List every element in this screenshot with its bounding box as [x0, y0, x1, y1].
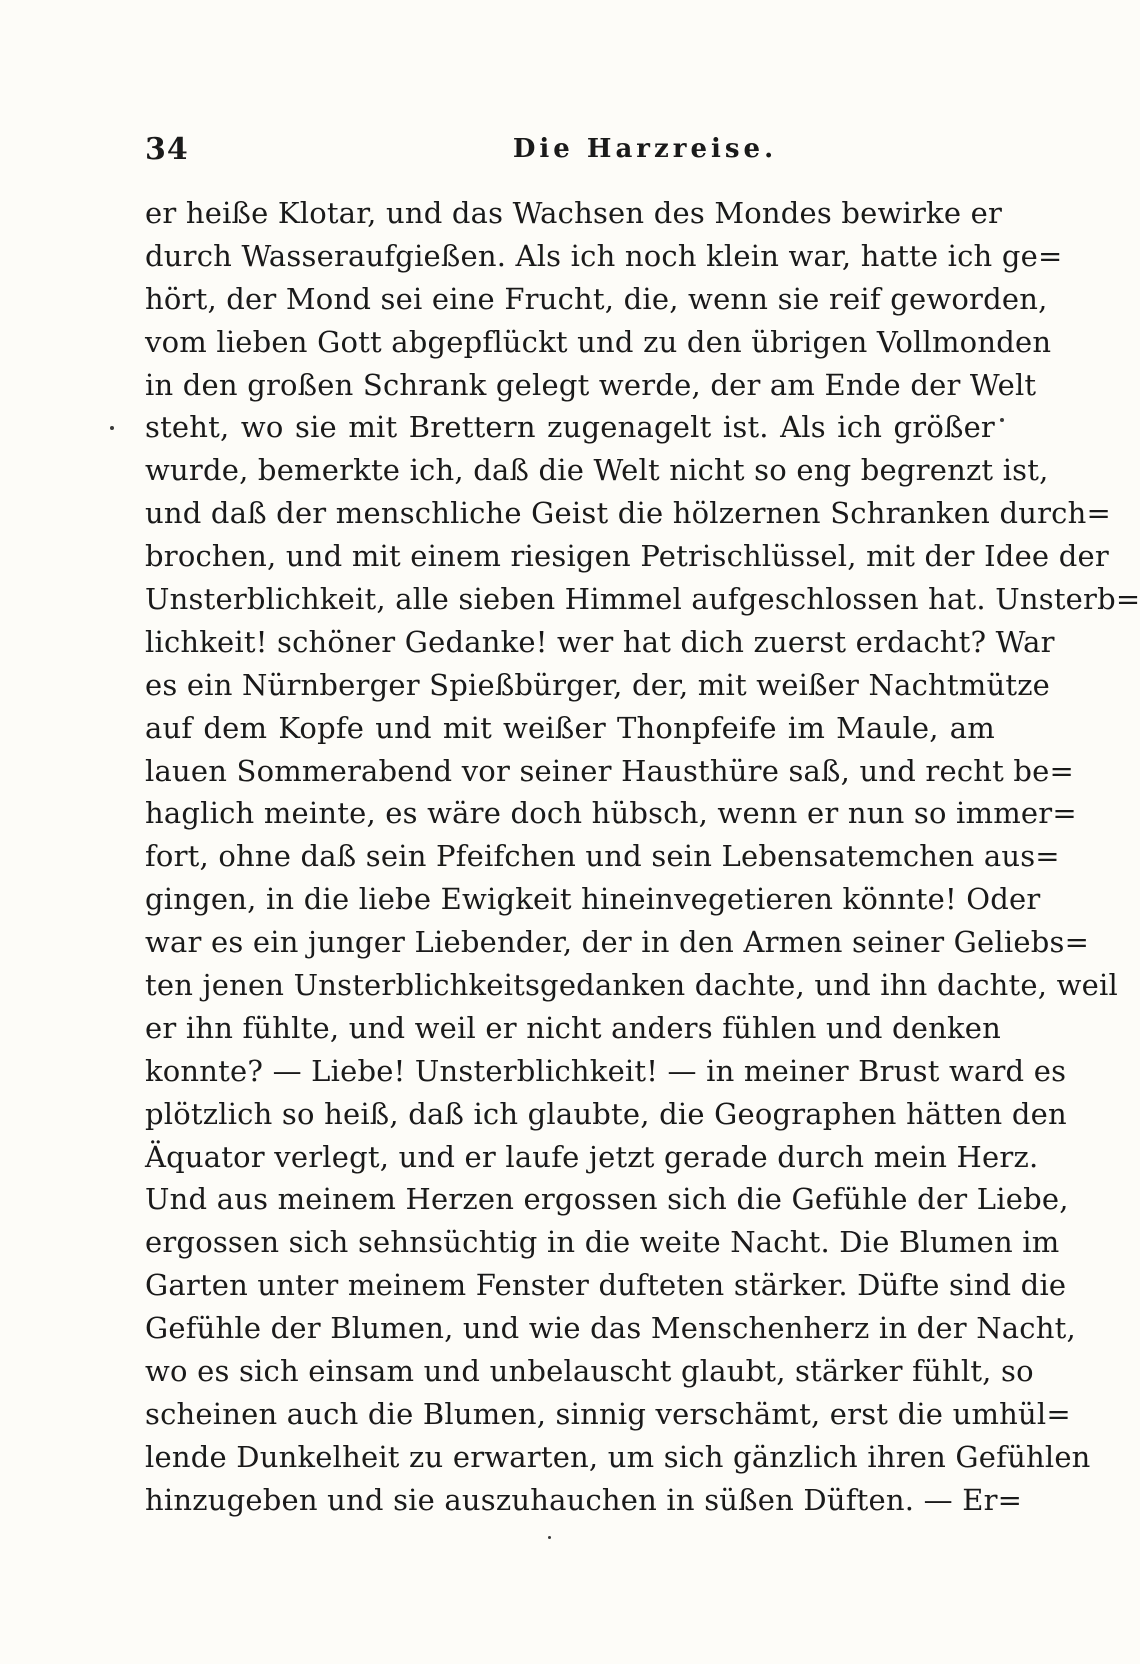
text-line: Äquator verlegt, und er laufe jetzt gerade durch mein Herz. [145, 1139, 1039, 1174]
text-line: lauen Sommerabend vor seiner Hausthüre saß, und recht be= [145, 753, 1075, 788]
text-line: wurde, bemerkte ich, daß die Welt nicht so eng begrenzt ist, [145, 453, 1049, 488]
page-header [145, 132, 995, 182]
text-line: konnte? — Liebe! Unsterblichkeit! — in meiner Brust ward es [145, 1053, 1067, 1088]
text-line: wo es sich einsam und unbelauscht glaubt, stärker fühlt, so [145, 1354, 1034, 1389]
text-line: war es ein junger Liebender, der in den Armen seiner Geliebs= [145, 925, 1090, 960]
text-line: und daß der menschliche Geist die hölzernen Schranken durch= [145, 496, 1111, 531]
text-line: brochen, und mit einem riesigen Petrischlüssel, mit der Idee der [145, 539, 1109, 574]
text-line: er heiße Klotar, und das Wachsen des Mondes bewirke er [145, 196, 1003, 230]
scan-speck [548, 1536, 551, 1539]
page-number: 34 [145, 132, 189, 167]
text-line: lichkeit! schöner Gedanke! wer hat dich zuerst erdacht? War [145, 624, 1055, 659]
body-text [145, 192, 1140, 1522]
text-line: es ein Nürnberger Spießbürger, der, mit weißer Nachtmütze [145, 667, 1051, 702]
text-line: Unsterblichkeit, alle sieben Himmel aufgeschlossen hat. Unsterb= [145, 582, 1140, 617]
text-line: scheinen auch die Blumen, sinnig verschämt, erst die umhül= [145, 1396, 1071, 1431]
text-line: hört, der Mond sei eine Frucht, die, wenn sie reif geworden, [145, 281, 1048, 316]
scan-speck [1000, 418, 1004, 422]
running-title: Die Harzreise. [512, 134, 778, 164]
text-line: in den großen Schrank gelegt werde, der am Ende der Welt [145, 367, 1037, 402]
scan-speck [110, 426, 114, 430]
text-line: durch Wasseraufgießen. Als ich noch klein war, hatte ich ge= [145, 238, 1063, 273]
text-line: vom lieben Gott abgepflückt und zu den übrigen Vollmonden [145, 324, 1052, 359]
text-line: plötzlich so heiß, daß ich glaubte, die Geographen hätten den [145, 1096, 1067, 1131]
text-line: ten jenen Unsterblichkeitsgedanken dachte, und ihn dachte, weil [145, 968, 1118, 1003]
text-line: gingen, in die liebe Ewigkeit hineinvegetieren könnte! Oder [145, 882, 1041, 917]
text-line: Und aus meinem Herzen ergossen sich die Gefühle der Liebe, [145, 1182, 1069, 1217]
text-line: steht, wo sie mit Brettern zugenagelt ist. Als ich größer [145, 410, 995, 445]
text-line: haglich meinte, es wäre doch hübsch, wenn er nun so immer= [145, 796, 1077, 831]
text-line: hinzugeben und sie auszuhauchen in süßen Düften. — Er= [145, 1482, 1023, 1517]
text-line: fort, ohne daß sein Pfeifchen und sein Lebensatemchen aus= [145, 839, 1060, 874]
text-line: Gefühle der Blumen, und wie das Menschenherz in der Nacht, [145, 1311, 1076, 1346]
text-line: ergossen sich sehnsüchtig in die weite Nacht. Die Blumen im [145, 1225, 1060, 1260]
text-line: lende Dunkelheit zu erwarten, um sich gänzlich ihren Gefühlen [145, 1439, 1091, 1474]
text-line: er ihn fühlte, und weil er nicht anders fühlen und denken [145, 1010, 1002, 1045]
text-line: auf dem Kopfe und mit weißer Thonpfeife im Maule, am [145, 710, 995, 745]
text-line: Garten unter meinem Fenster dufteten stärker. Düfte sind die [145, 1268, 1067, 1303]
